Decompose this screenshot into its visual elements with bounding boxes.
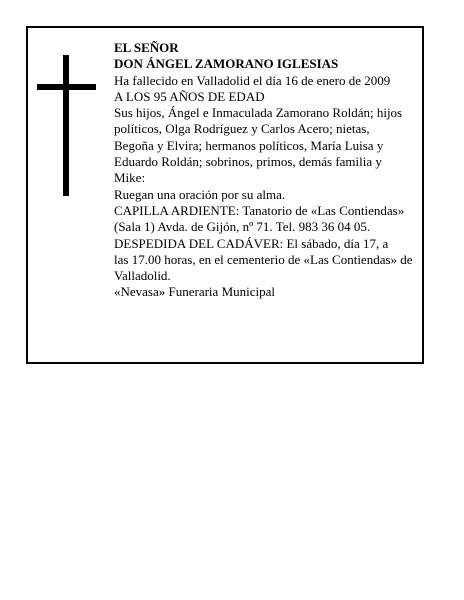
deceased-name: DON ÁNGEL ZAMORANO IGLESIAS: [114, 56, 339, 72]
cross-icon-bar: [37, 84, 96, 90]
prayer-request: Ruegan una oración por su alma.: [114, 186, 286, 202]
funeral-home: «Nevasa» Funeraria Municipal: [114, 284, 276, 300]
chapel-info: CAPILLA ARDIENTE: Tanatorio de «Las Contiendas» (Sala 1) Avda. de Gijón, nº 71. Tel. 983 36 04 05.: [114, 202, 405, 235]
family-list: Sus hijos, Ángel e Inmaculada Zamorano Roldán; hijos políticos, Olga Rodríguez y Carlos Acero; nietas, Begoña y Elvira; hermanos políticos, María Luisa y Eduardo Roldán; sobrinos, primos, demás familia y Mike:: [114, 105, 403, 186]
age-line: A LOS 95 AÑOS DE EDAD: [114, 88, 265, 104]
farewell-info-line2: las 17.00 horas, en el cementerio de «Las Contiendas» de: [114, 251, 413, 267]
death-info: Ha fallecido en Valladolid el día 16 de enero de 2009: [114, 72, 391, 88]
farewell-info-line3: Valladolid.: [114, 268, 171, 284]
farewell-info-line1: DESPEDIDA DEL CADÁVER: El sábado, día 17, a: [114, 235, 389, 251]
cross-icon: [63, 55, 69, 196]
obituary-text: [114, 40, 434, 301]
deceased-title: EL SEÑOR: [114, 40, 179, 55]
